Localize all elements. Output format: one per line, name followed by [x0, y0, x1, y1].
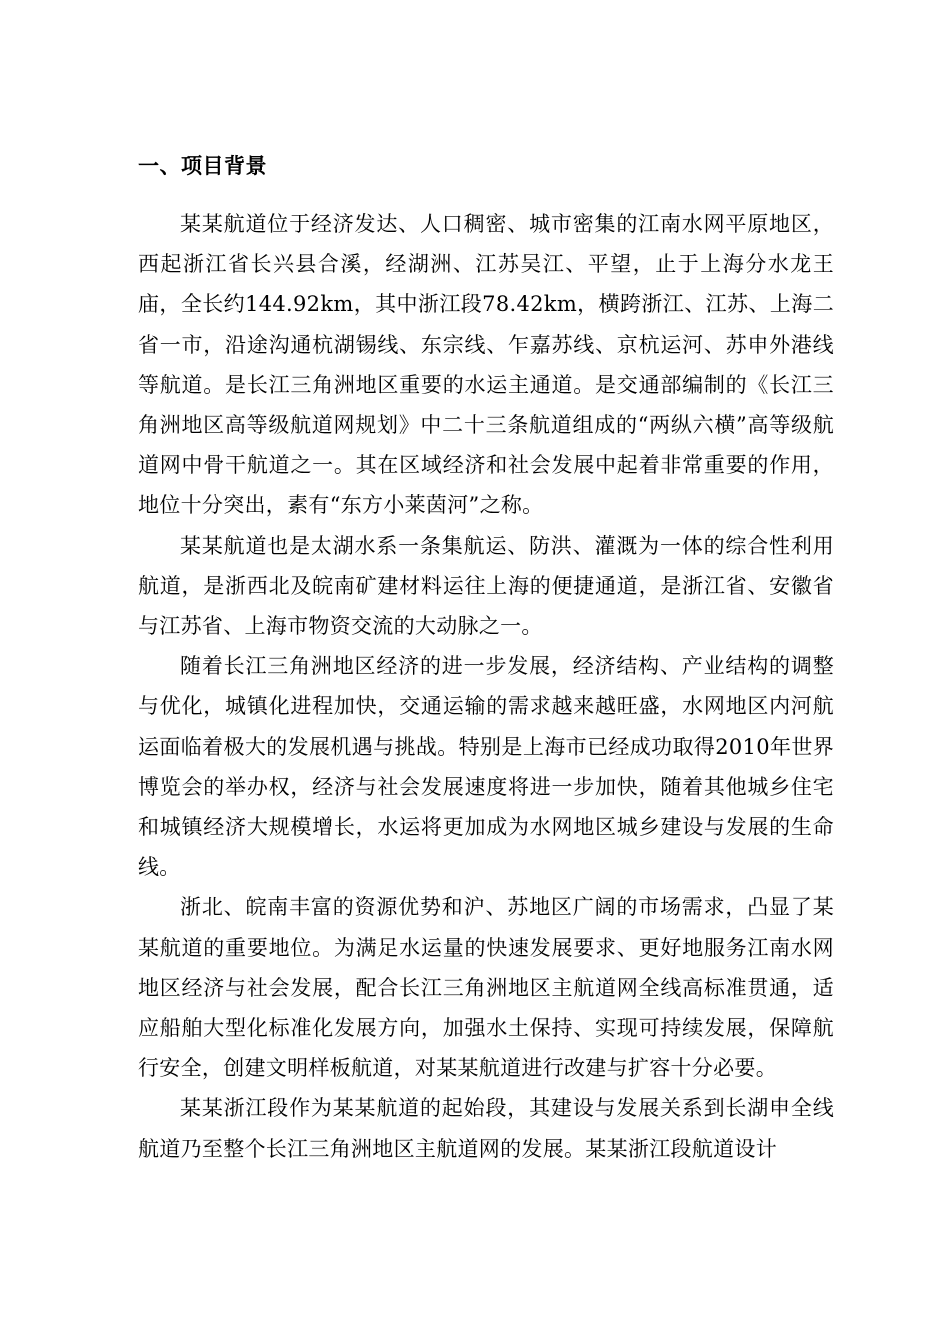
paragraph-utility: 某某航道也是太湖水系一条集航运、防洪、灌溉为一体的综合性利用航道，是浙西北及皖南矿建材料运往上海的便捷通道，是浙江省、安徽省与江苏省、上海市物资交流的大动脉之一。: [138, 533, 834, 639]
paragraph-zhejiang-section: 某某浙江段作为某某航道的起始段，其建设与发展关系到长湖申全线航道乃至整个长江三角洲地区主航道网的发展。某某浙江段航道设计: [138, 1096, 834, 1161]
paragraph-development: 随着长江三角洲地区经济的进一步发展，经济结构、产业结构的调整与优化，城镇化进程加快，交通运输的需求越来越旺盛，水网地区内河航运面临着极大的发展机遇与挑战。特别是上海市已经成功取得2010年世界博览会的举办权，经济与社会发展速度将进一步加快，随着其他城乡住宅和城镇经济大规模增长，水运将更加成为水网地区城乡建设与发展的生命线。: [138, 654, 834, 880]
paragraph-necessity: 浙北、皖南丰富的资源优势和沪、苏地区广阔的市场需求，凸显了某某航道的重要地位。为满足水运量的快速发展要求、更好地服务江南水网地区经济与社会发展，配合长江三角洲地区主航道网全线高标准贯通，适应船舶大型化标准化发展方向，加强水土保持、实现可持续发展，保障航行安全，创建文明样板航道，对某某航道进行改建与扩容十分必要。: [138, 895, 834, 1081]
section-heading: 一、项目背景: [138, 154, 267, 178]
paragraph-overview: 某某航道位于经济发达、人口稠密、城市密集的江南水网平原地区，西起浙江省长兴县合溪，经湖洲、江苏吴江、平望，止于上海分水龙王庙，全长约144.92km，其中浙江段78.42km，横跨浙江、江苏、上海二省一市，沿途沟通杭湖锡线、东宗线、乍嘉苏线、京杭运河、苏申外港线等航道。是长江三角洲地区重要的水运主通道。是交通部编制的《长江三角洲地区高等级航道网规划》中二十三条航道组成的“两纵六横”高等级航道网中骨干航道之一。其在区域经济和社会发展中起着非常重要的作用，地位十分突出，素有“东方小莱茵河”之称。: [138, 212, 834, 518]
document-body: [138, 148, 834, 1169]
